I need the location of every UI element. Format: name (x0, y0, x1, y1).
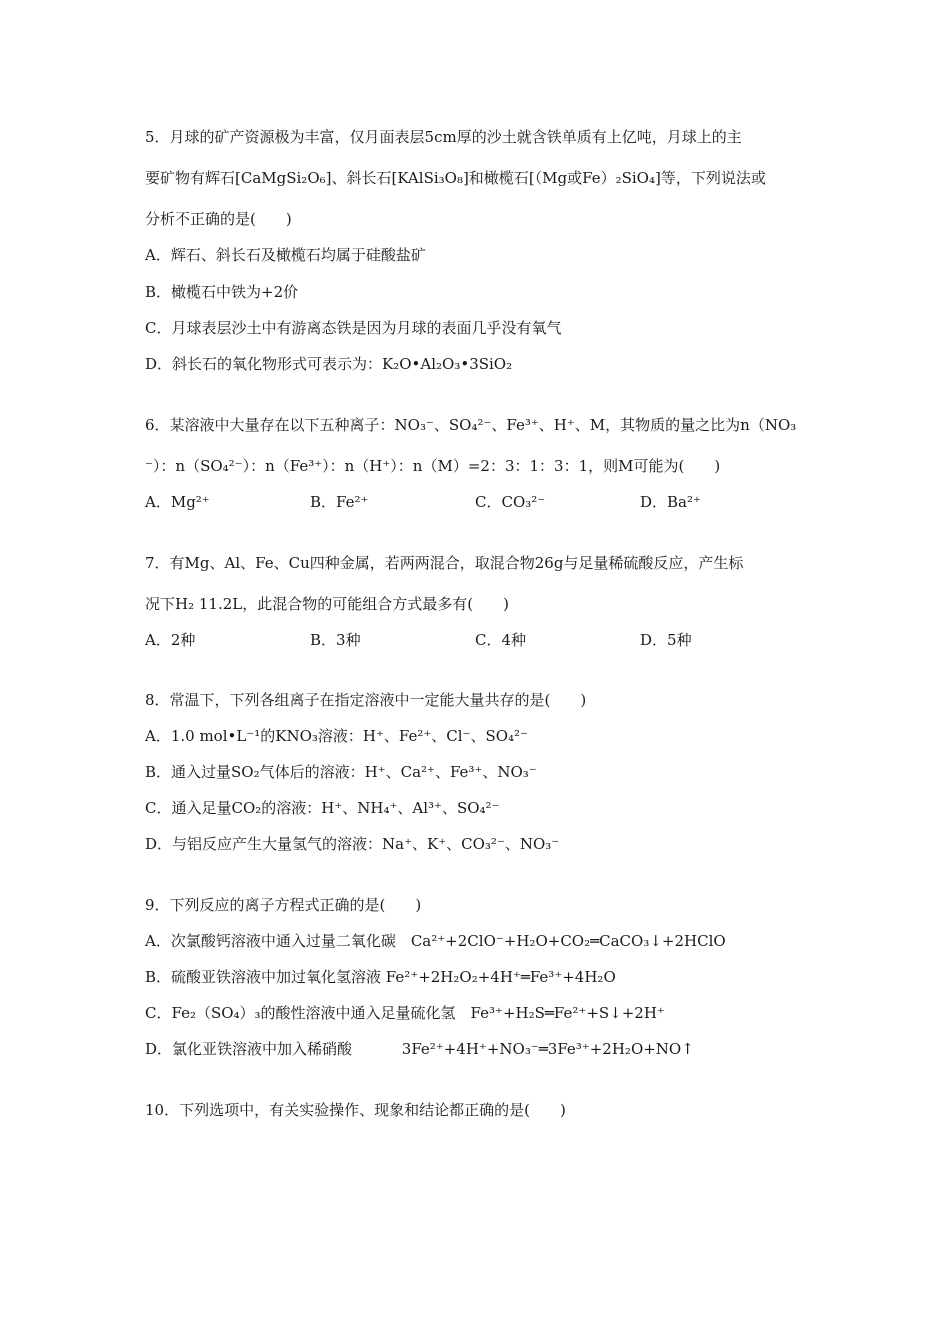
question-8-option-d: D．与铝反应产生大量氢气的溶液：Na⁺、K⁺、CO₃²⁻、NO₃⁻ (145, 835, 560, 853)
question-7-option-a: A．2种 (145, 631, 196, 649)
question-8-line-1: 8．常温下，下列各组离子在指定溶液中一定能大量共存的是( ) (145, 691, 587, 709)
question-9-option-b: B．硫酸亚铁溶液中加过氧化氢溶液 Fe²⁺+2H₂O₂+4H⁺═Fe³⁺+4H₂O (145, 968, 616, 986)
question-7-line-2: 况下H₂ 11.2L，此混合物的可能组合方式最多有( ) (145, 595, 509, 613)
question-9-option-a: A．次氯酸钙溶液中通入过量二氧化碳 Ca²⁺+2ClO⁻+H₂O+CO₂═CaCO₃↓+2HClO (145, 932, 726, 950)
question-8-option-c: C．通入足量CO₂的溶液：H⁺、NH₄⁺、Al³⁺、SO₄²⁻ (145, 799, 500, 817)
question-5-option-a: A．辉石、斜长石及橄榄石均属于硅酸盐矿 (145, 246, 426, 264)
question-9-line-1: 9．下列反应的离子方程式正确的是( ) (145, 896, 422, 914)
question-7-option-b: B．3种 (310, 631, 361, 649)
question-6-line-2: ⁻）：n（SO₄²⁻）：n（Fe³⁺）：n（H⁺）：n（M）=2：3：1：3：1，则M可能为( ) (145, 457, 721, 475)
question-6-option-d: D．Ba²⁺ (640, 493, 701, 511)
question-7-line-1: 7．有Mg、Al、Fe、Cu四种金属，若两两混合，取混合物26g与足量稀硫酸反应，产生标 (145, 554, 744, 572)
question-10-line-1: 10．下列选项中，有关实验操作、现象和结论都正确的是( ) (145, 1101, 566, 1119)
question-5-line-3: 分析不正确的是( ) (145, 210, 292, 228)
question-5-line-2: 要矿物有辉石[CaMgSi₂O₆]、斜长石[KAlSi₃O₈]和橄榄石[（Mg或Fe）₂SiO₄]等，下列说法或 (145, 169, 766, 187)
question-8-option-b: B．通入过量SO₂气体后的溶液：H⁺、Ca²⁺、Fe³⁺、NO₃⁻ (145, 763, 537, 781)
question-7-option-c: C．4种 (475, 631, 527, 649)
question-9-option-c: C．Fe₂（SO₄）₃的酸性溶液中通入足量硫化氢 Fe³⁺+H₂S═Fe²⁺+S↓+2H⁺ (145, 1004, 665, 1022)
question-5-option-c: C．月球表层沙土中有游离态铁是因为月球的表面几乎没有氧气 (145, 319, 562, 337)
question-6-option-a: A．Mg²⁺ (145, 493, 210, 511)
question-6-option-b: B．Fe²⁺ (310, 493, 369, 511)
question-7-option-d: D．5种 (640, 631, 692, 649)
question-5-line-1: 5．月球的矿产资源极为丰富，仅月面表层5cm厚的沙土就含铁单质有上亿吨，月球上的主 (145, 128, 742, 146)
question-6-option-c: C．CO₃²⁻ (475, 493, 546, 511)
question-6-line-1: 6．某溶液中大量存在以下五种离子：NO₃⁻、SO₄²⁻、Fe³⁺、H⁺、M，其物质的量之比为n（NO₃ (145, 416, 797, 434)
question-9-option-d: D．氯化亚铁溶液中加入稀硝酸 3Fe²⁺+4H⁺+NO₃⁻═3Fe³⁺+2H₂O+NO↑ (145, 1040, 694, 1058)
question-8-option-a: A．1.0 mol•L⁻¹的KNO₃溶液：H⁺、Fe²⁺、Cl⁻、SO₄²⁻ (145, 727, 528, 745)
question-5-option-b: B．橄榄石中铁为+2价 (145, 283, 299, 301)
question-5-option-d: D．斜长石的氧化物形式可表示为：K₂O•Al₂O₃•3SiO₂ (145, 355, 513, 373)
